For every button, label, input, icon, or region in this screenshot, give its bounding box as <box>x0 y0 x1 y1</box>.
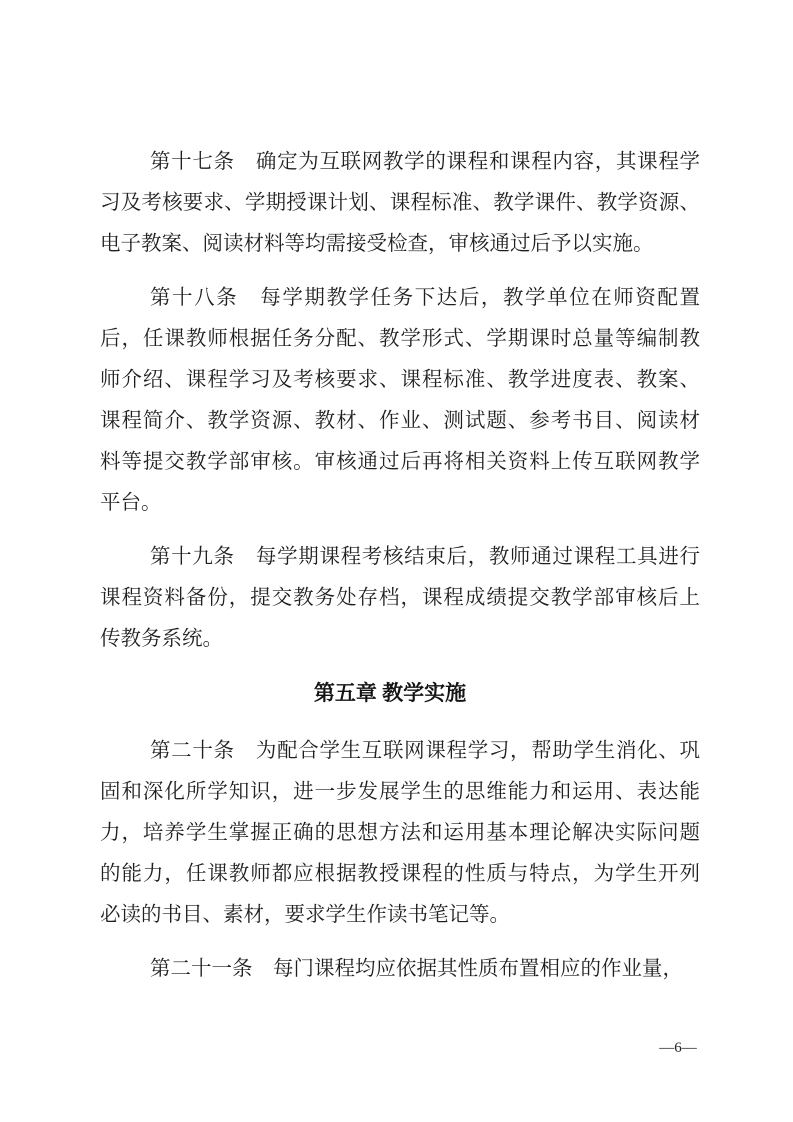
article-18-paragraph <box>100 278 700 524</box>
text-line: 后，任课教师根据任务分配、教学形式、学期课时总量等编制教 <box>100 328 700 350</box>
article-20-paragraph <box>100 731 700 936</box>
article-19-paragraph <box>100 537 700 660</box>
text-line: 师介绍、课程学习及考核要求、课程标准、教学进度表、教案、 <box>100 369 700 391</box>
document-body <box>100 142 700 990</box>
text-line: 第十九条 每学期课程考核结束后，教师通过课程工具进行 <box>150 546 700 568</box>
text-line: 课程简介、教学资源、教材、作业、测试题、参考书目、阅读材 <box>100 410 700 432</box>
text-line: 习及考核要求、学期授课计划、课程标准、教学课件、教学资源、 <box>100 192 700 214</box>
chapter-heading: 第五章 教学实施 <box>313 681 467 705</box>
text-line: 电子教案、阅读材料等均需接受检查，审核通过后予以实施。 <box>100 233 654 255</box>
page-number: —6— <box>659 1040 697 1056</box>
text-line: 第十七条 确定为互联网教学的课程和课程内容，其课程学 <box>150 151 700 173</box>
text-line: 第二十一条 每门课程均应依据其性质布置相应的作业量， <box>150 958 683 980</box>
article-21-paragraph <box>100 949 700 990</box>
text-line: 课程资料备份，提交教务处存档，课程成绩提交教学部审核后上 <box>100 587 700 609</box>
text-line: 料等提交教学部审核。审核通过后再将相关资料上传互联网教学 <box>100 451 700 473</box>
text-line: 平台。 <box>100 492 162 514</box>
text-line: 固和深化所学知识，进一步发展学生的思维能力和运用、表达能 <box>100 781 700 803</box>
text-line: 力，培养学生掌握正确的思想方法和运用基本理论解决实际问题 <box>100 822 700 844</box>
text-line: 传教务系统。 <box>100 628 223 650</box>
text-line: 的能力，任课教师都应根据教授课程的性质与特点，为学生开列 <box>100 863 700 885</box>
text-line: 第十八条 每学期教学任务下达后，教学单位在师资配置 <box>150 287 700 309</box>
article-17-paragraph <box>100 142 700 265</box>
text-line: 必读的书目、素材，要求学生作读书笔记等。 <box>100 904 510 926</box>
text-line: 第二十条 为配合学生互联网课程学习，帮助学生消化、巩 <box>150 740 700 762</box>
